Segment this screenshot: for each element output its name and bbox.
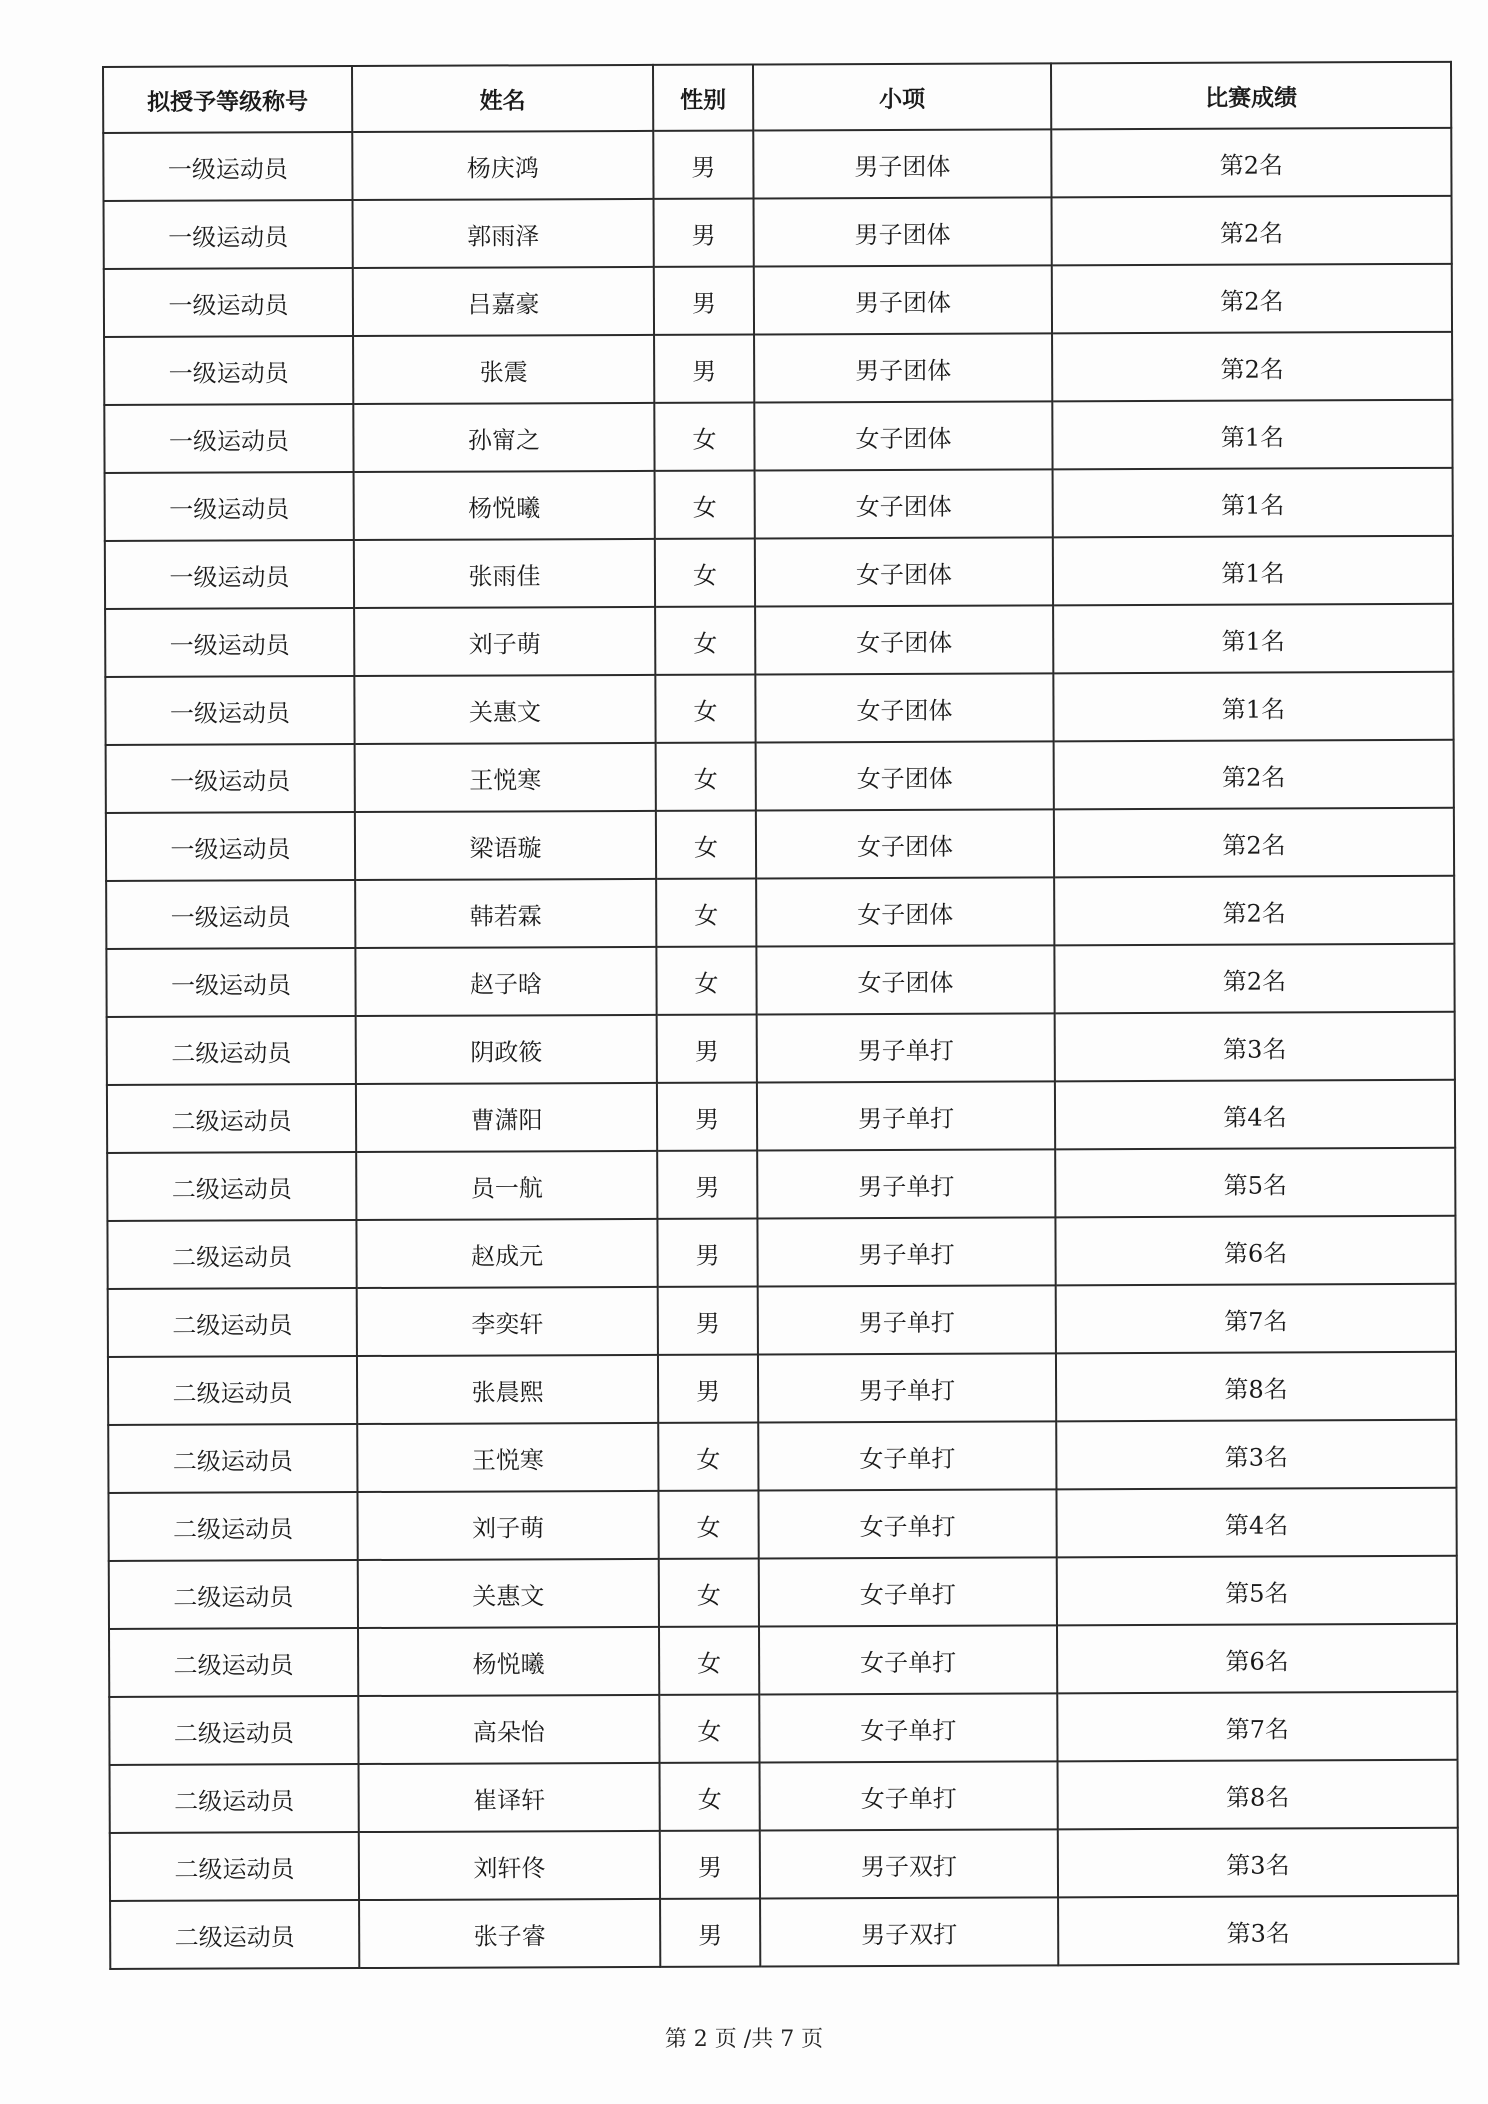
cell-event: 男子单打 (757, 1013, 1055, 1082)
cell-name: 赵子晗 (355, 947, 656, 1016)
table-row (110, 1760, 1458, 1833)
table-row (108, 1352, 1456, 1425)
cell-level: 一级运动员 (106, 880, 355, 949)
cell-result: 第3名 (1058, 1896, 1458, 1966)
cell-name: 刘子萌 (357, 1491, 658, 1560)
cell-gender: 女 (659, 1626, 759, 1694)
cell-event: 女子团体 (756, 945, 1054, 1014)
table-row (107, 1012, 1455, 1085)
cell-level: 一级运动员 (104, 404, 353, 473)
table-row (110, 1828, 1458, 1901)
cell-result: 第7名 (1056, 1284, 1456, 1354)
table-row (107, 1080, 1455, 1153)
cell-name: 阴政筱 (356, 1015, 657, 1084)
table-row (107, 1148, 1455, 1221)
cell-name: 张震 (353, 335, 654, 404)
cell-event: 男子团体 (754, 265, 1052, 334)
cell-name: 梁语璇 (355, 811, 656, 880)
cell-result: 第2名 (1051, 128, 1451, 198)
cell-gender: 女 (656, 810, 756, 878)
cell-name: 关惠文 (354, 675, 655, 744)
table-row (105, 604, 1453, 677)
cell-gender: 女 (660, 1762, 760, 1830)
cell-level: 一级运动员 (105, 676, 354, 745)
cell-result: 第8名 (1056, 1352, 1456, 1422)
header-gender: 性别 (653, 65, 753, 131)
cell-event: 男子团体 (754, 333, 1052, 402)
cell-event: 女子单打 (758, 1489, 1056, 1558)
cell-name: 张晨熙 (357, 1355, 658, 1424)
cell-name: 杨庆鸿 (352, 131, 653, 200)
cell-level: 一级运动员 (103, 132, 352, 201)
cell-level: 一级运动员 (106, 948, 355, 1017)
cell-name: 关惠文 (358, 1559, 659, 1628)
cell-name: 韩若霖 (355, 879, 656, 948)
cell-event: 女子单打 (758, 1421, 1056, 1490)
cell-event: 男子单打 (758, 1285, 1056, 1354)
cell-event: 女子团体 (756, 809, 1054, 878)
cell-result: 第2名 (1054, 808, 1454, 878)
cell-level: 二级运动员 (109, 1560, 358, 1629)
cell-name: 吕嘉豪 (353, 267, 654, 336)
cell-event: 女子团体 (756, 741, 1054, 810)
table-row (108, 1284, 1456, 1357)
cell-gender: 男 (658, 1286, 758, 1354)
cell-event: 男子单打 (757, 1149, 1055, 1218)
cell-gender: 男 (657, 1014, 757, 1082)
cell-result: 第5名 (1057, 1556, 1457, 1626)
cell-event: 男子单打 (757, 1081, 1055, 1150)
cell-event: 女子团体 (755, 469, 1053, 538)
table-row (106, 876, 1454, 949)
cell-result: 第2名 (1052, 264, 1452, 334)
cell-level: 二级运动员 (108, 1424, 357, 1493)
cell-event: 男子双打 (760, 1897, 1058, 1966)
cell-gender: 女 (658, 1490, 758, 1558)
cell-event: 女子单打 (760, 1761, 1058, 1830)
cell-level: 一级运动员 (106, 812, 355, 881)
cell-name: 张雨佳 (354, 539, 655, 608)
cell-result: 第2名 (1054, 740, 1454, 810)
table-row (105, 468, 1453, 541)
table-row (103, 128, 1451, 201)
table-row (109, 1624, 1457, 1697)
cell-result: 第2名 (1054, 876, 1454, 946)
cell-name: 郭雨泽 (353, 199, 654, 268)
cell-result: 第1名 (1053, 604, 1453, 674)
table-row (106, 944, 1454, 1017)
cell-result: 第3名 (1058, 1828, 1458, 1898)
cell-result: 第3名 (1055, 1012, 1455, 1082)
cell-gender: 男 (657, 1218, 757, 1286)
table-row (106, 740, 1454, 813)
header-result: 比赛成绩 (1051, 62, 1451, 130)
cell-event: 女子团体 (754, 401, 1052, 470)
page-number: 第 2 页 /共 7 页 (664, 2027, 824, 2052)
cell-level: 一级运动员 (104, 336, 353, 405)
cell-name: 刘子萌 (354, 607, 655, 676)
cell-result: 第3名 (1056, 1420, 1456, 1490)
cell-gender: 男 (654, 334, 754, 402)
cell-event: 女子单打 (759, 1557, 1057, 1626)
cell-level: 一级运动员 (106, 744, 355, 813)
cell-gender: 男 (653, 130, 753, 198)
cell-gender: 女 (659, 1558, 759, 1626)
cell-gender: 男 (660, 1830, 760, 1898)
table-body (103, 128, 1458, 1969)
cell-gender: 男 (660, 1898, 760, 1966)
cell-name: 高朵怡 (358, 1695, 659, 1764)
cell-result: 第2名 (1052, 332, 1452, 402)
cell-result: 第6名 (1055, 1216, 1455, 1286)
cell-gender: 女 (655, 674, 755, 742)
cell-result: 第7名 (1057, 1692, 1457, 1762)
table-row (106, 808, 1454, 881)
table-row (109, 1556, 1457, 1629)
cell-level: 二级运动员 (108, 1288, 357, 1357)
table-row (104, 400, 1452, 473)
cell-result: 第6名 (1057, 1624, 1457, 1694)
cell-name: 李奕轩 (357, 1287, 658, 1356)
cell-event: 男子双打 (760, 1829, 1058, 1898)
cell-gender: 女 (658, 1422, 758, 1490)
cell-result: 第5名 (1055, 1148, 1455, 1218)
table-row (104, 332, 1452, 405)
cell-result: 第8名 (1058, 1760, 1458, 1830)
cell-level: 二级运动员 (108, 1356, 357, 1425)
table-row (105, 672, 1453, 745)
cell-gender: 女 (654, 402, 754, 470)
cell-gender: 男 (654, 198, 754, 266)
cell-name: 曹潇阳 (356, 1083, 657, 1152)
cell-level: 二级运动员 (107, 1152, 356, 1221)
cell-level: 二级运动员 (107, 1016, 356, 1085)
cell-name: 杨悦曦 (358, 1627, 659, 1696)
cell-level: 一级运动员 (105, 608, 354, 677)
cell-name: 张子睿 (359, 1899, 660, 1968)
cell-event: 女子单打 (759, 1693, 1057, 1762)
cell-gender: 女 (655, 606, 755, 674)
cell-level: 一级运动员 (104, 200, 353, 269)
cell-gender: 女 (655, 538, 755, 606)
cell-gender: 男 (657, 1150, 757, 1218)
cell-result: 第1名 (1052, 400, 1452, 470)
cell-event: 女子团体 (755, 673, 1053, 742)
table-row (104, 264, 1452, 337)
cell-name: 刘轩佟 (359, 1831, 660, 1900)
cell-result: 第4名 (1055, 1080, 1455, 1150)
cell-name: 王悦寒 (355, 743, 656, 812)
cell-level: 一级运动员 (105, 540, 354, 609)
cell-event: 女子团体 (755, 605, 1053, 674)
cell-gender: 女 (655, 470, 755, 538)
cell-event: 女子单打 (759, 1625, 1057, 1694)
cell-gender: 男 (657, 1082, 757, 1150)
table-row (105, 536, 1453, 609)
table-row (108, 1420, 1456, 1493)
cell-name: 员一航 (356, 1151, 657, 1220)
cell-result: 第2名 (1054, 944, 1454, 1014)
cell-level: 二级运动员 (109, 1628, 358, 1697)
cell-event: 男子团体 (753, 129, 1051, 198)
cell-result: 第1名 (1053, 536, 1453, 606)
cell-gender: 男 (658, 1354, 758, 1422)
cell-level: 二级运动员 (110, 1832, 359, 1901)
cell-result: 第2名 (1052, 196, 1452, 266)
cell-level: 二级运动员 (110, 1764, 359, 1833)
cell-level: 二级运动员 (109, 1696, 358, 1765)
cell-level: 二级运动员 (107, 1084, 356, 1153)
header-event: 小项 (753, 63, 1051, 130)
cell-name: 杨悦曦 (354, 471, 655, 540)
cell-level: 二级运动员 (108, 1492, 357, 1561)
table-row (108, 1488, 1456, 1561)
cell-gender: 女 (656, 878, 756, 946)
cell-name: 崔译轩 (359, 1763, 660, 1832)
cell-event: 男子团体 (754, 197, 1052, 266)
header-name: 姓名 (352, 65, 653, 132)
cell-gender: 男 (654, 266, 754, 334)
athlete-roster-table (102, 61, 1459, 1970)
cell-event: 男子单打 (758, 1353, 1056, 1422)
cell-event: 女子团体 (756, 877, 1054, 946)
cell-gender: 女 (656, 946, 756, 1014)
table-row (107, 1216, 1455, 1289)
table-row (110, 1896, 1458, 1969)
cell-level: 二级运动员 (110, 1900, 359, 1969)
cell-gender: 女 (656, 742, 756, 810)
cell-name: 孙甯之 (353, 403, 654, 472)
cell-level: 一级运动员 (105, 472, 354, 541)
cell-event: 女子团体 (755, 537, 1053, 606)
table-row (104, 196, 1452, 269)
header-level: 拟授予等级称号 (103, 66, 352, 133)
cell-result: 第1名 (1053, 468, 1453, 538)
cell-name: 赵成元 (356, 1219, 657, 1288)
cell-event: 男子单打 (757, 1217, 1055, 1286)
cell-gender: 女 (659, 1694, 759, 1762)
cell-level: 二级运动员 (107, 1220, 356, 1289)
table-header-row (103, 62, 1451, 133)
cell-level: 一级运动员 (104, 268, 353, 337)
cell-result: 第1名 (1053, 672, 1453, 742)
cell-name: 王悦寒 (357, 1423, 658, 1492)
cell-result: 第4名 (1056, 1488, 1456, 1558)
table-row (109, 1692, 1457, 1765)
